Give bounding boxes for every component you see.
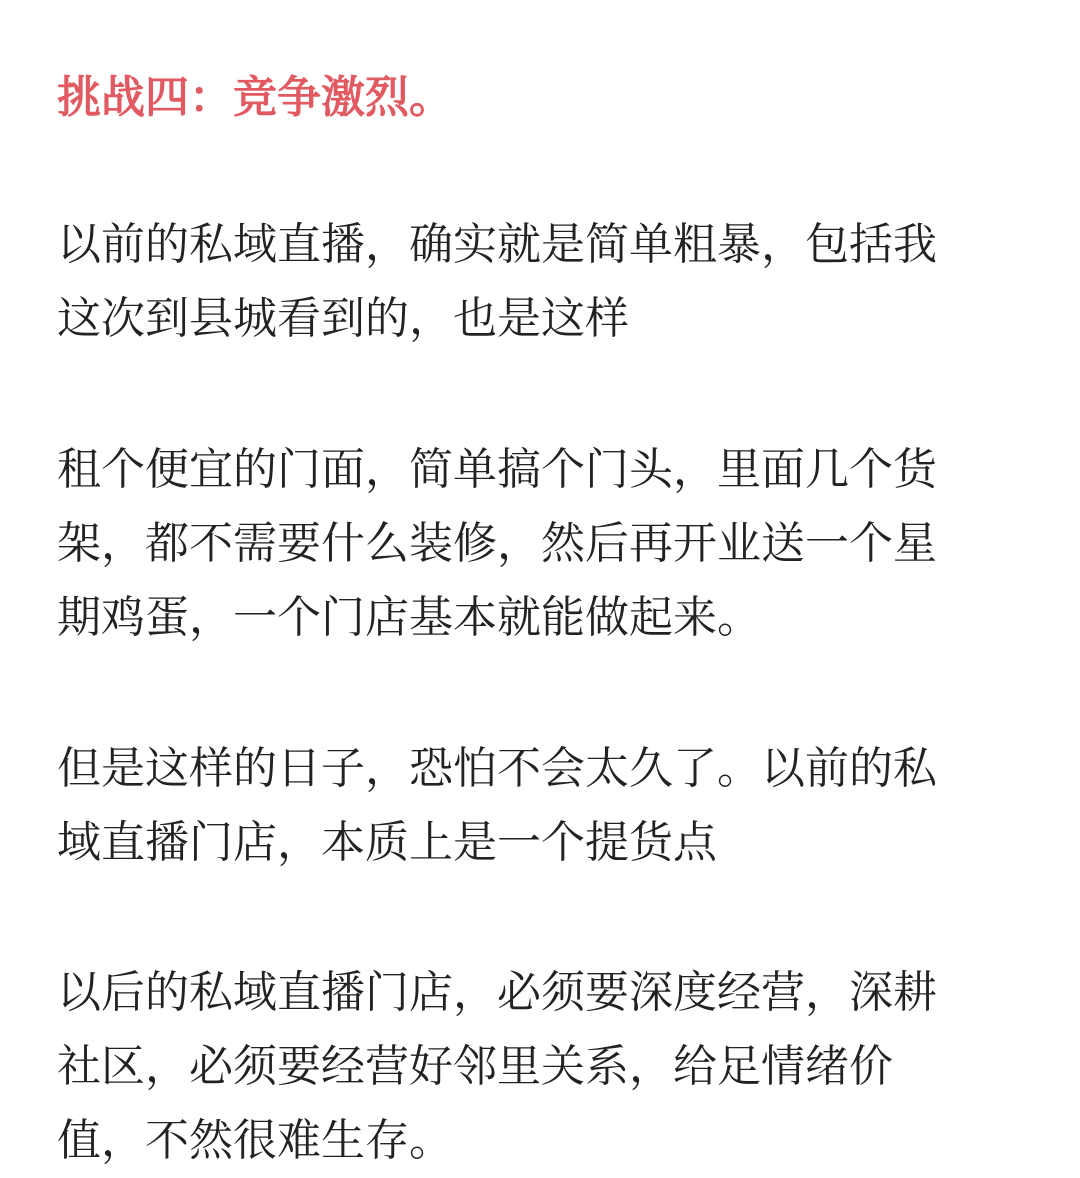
paragraph-line: 租个便宜的门面，简单搞个门头，里面几个货 (57, 444, 937, 495)
paragraph-1 (57, 208, 1037, 356)
paragraph-line: 值，不然很难生存。 (57, 1115, 453, 1166)
section-heading: 挑战四：竞争激烈。 (57, 72, 453, 123)
paragraph-line: 域直播门店，本质上是一个提货点 (57, 817, 717, 868)
paragraph-line: 期鸡蛋，一个门店基本就能做起来。 (57, 592, 761, 643)
paragraph-line: 但是这样的日子，恐怕不会太久了。以前的私 (57, 743, 937, 794)
paragraph-4 (57, 956, 1037, 1178)
paragraph-line: 以后的私域直播门店，必须要深度经营，深耕 (57, 967, 937, 1018)
paragraph-line: 这次到县城看到的，也是这样 (57, 293, 629, 344)
paragraph-line: 以前的私域直播，确实就是简单粗暴，包括我 (57, 219, 937, 270)
paragraph-line: 社区，必须要经营好邻里关系，给足情绪价 (57, 1041, 893, 1092)
paragraph-2 (57, 433, 1037, 655)
paragraph-3 (57, 732, 1037, 880)
paragraph-line: 架，都不需要什么装修，然后再开业送一个星 (57, 518, 937, 569)
